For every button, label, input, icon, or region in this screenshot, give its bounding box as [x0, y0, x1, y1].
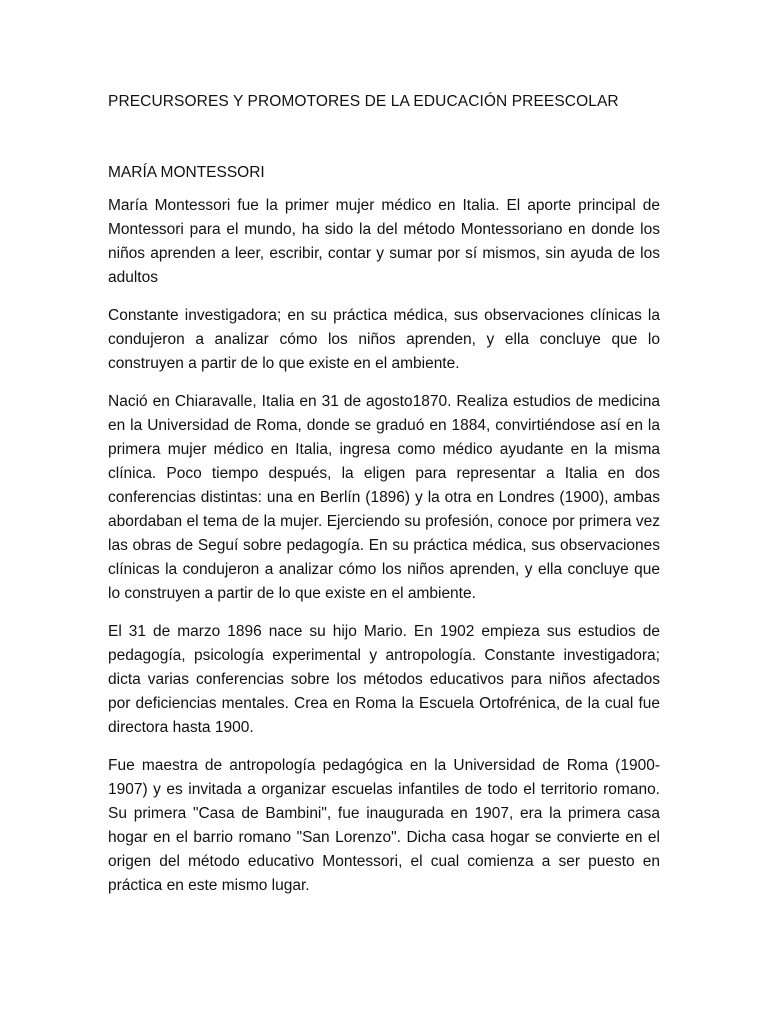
paragraph-intro: María Montessori fue la primer mujer médico en Italia. El aporte principal de Montessori para el mundo, ha sido la del método Montessoriano en donde los niños aprenden a leer, escribir, contar y sumar por sí mismos, sin ayuda de los adultos	[108, 197, 660, 286]
paragraph-biography: Nació en Chiaravalle, Italia en 31 de agosto1870. Realiza estudios de medicina en la Universidad de Roma, donde se graduó en 1884, convirtiéndose así en la primera mujer médico en Italia, ingresa como médico ayudante en la misma clínica. Poco tiempo después, la eligen para representar a Italia en dos conferencias distintas: una en Berlín (1896) y la otra en Londres (1900), ambas abordaban el tema de la mujer. Ejerciendo su profesión, conoce por primera vez las obras de Seguí sobre pedagogía. En su práctica médica, sus observaciones clínicas la condujeron a analizar cómo los niños aprenden, y ella concluye que lo construyen a partir de lo que existe en el ambiente.	[108, 393, 660, 602]
section-title: MARÍA MONTESSORI	[108, 164, 265, 181]
paragraph-investigadora: Constante investigadora; en su práctica médica, sus observaciones clínicas la condujeron a analizar cómo los niños aprenden, y ella concluye que lo construyen a partir de lo que existe en el ambiente.	[108, 307, 660, 372]
paragraph-studies: El 31 de marzo 1896 nace su hijo Mario. En 1902 empieza sus estudios de pedagogía, psicología experimental y antropología. Constante investigadora; dicta varias conferencias sobre los métodos educativos para niños afectados por deficiencias mentales. Crea en Roma la Escuela Ortofrénica, de la cual fue directora hasta 1900.	[108, 623, 660, 736]
document-title: PRECURSORES Y PROMOTORES DE LA EDUCACIÓN PREESCOLAR	[108, 93, 619, 110]
document-content	[108, 92, 660, 898]
paragraph-casa-bambini: Fue maestra de antropología pedagógica en la Universidad de Roma (1900-1907) y es invitada a organizar escuelas infantiles de todo el territorio romano. Su primera "Casa de Bambini", fue inaugurada en 1907, era la primera casa hogar en el barrio romano "San Lorenzo". Dicha casa hogar se convierte en el origen del método educativo Montessori, el cual comienza a ser puesto en práctica en este mismo lugar.	[108, 757, 660, 894]
